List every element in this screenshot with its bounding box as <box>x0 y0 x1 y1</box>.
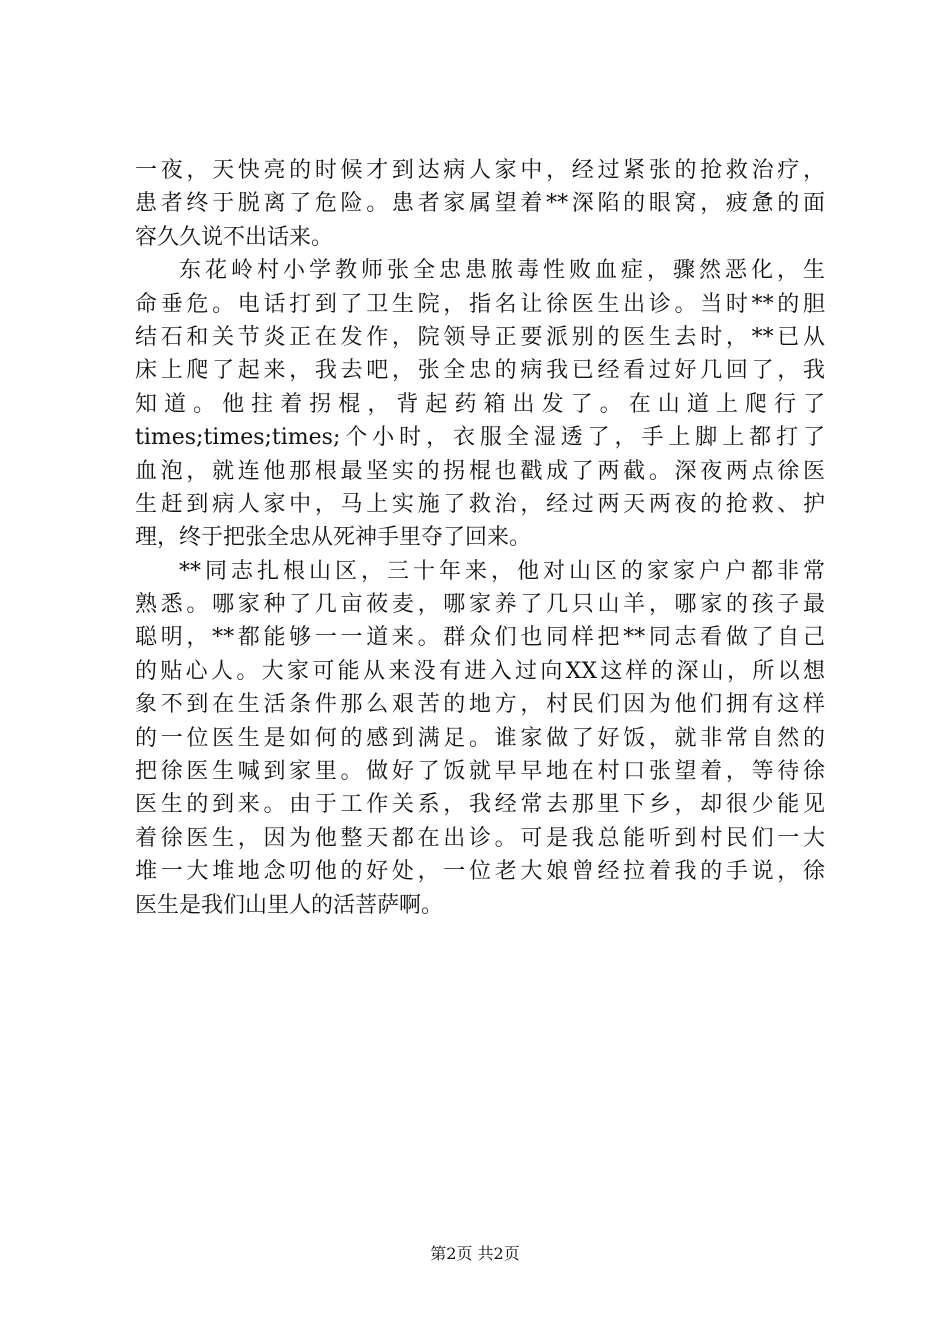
text-line: 血泡，就连他那根最坚实的拐棍也戳成了两截。深夜两点徐医 <box>135 458 825 484</box>
text-line: 的一位医生是如何的感到满足。谁家做了好饭，就非常自然的 <box>135 725 825 751</box>
text-line: 熟悉。哪家种了几亩莜麦，哪家养了几只山羊，哪家的孩子最 <box>135 592 825 618</box>
text-line: 医生是我们山里人的活菩萨啊。 <box>135 892 444 918</box>
page-footer <box>0 1244 950 1264</box>
text-line: 的贴心人。大家可能从来没有进入过向XX这样的深山，所以想 <box>135 658 825 684</box>
text-line: 结石和关节炎正在发作，院领导正要派别的医生去时，**已从 <box>135 324 825 350</box>
text-line: 聪明，**都能够一一道来。群众们也同样把**同志看做了自己 <box>135 625 825 651</box>
text-line: 象不到在生活条件那么艰苦的地方，村民们因为他们拥有这样 <box>135 692 825 718</box>
text-line: 命垂危。电话打到了卫生院，指名让徐医生出诊。当时**的胆 <box>135 291 825 317</box>
text-line: times;times;times;个小时，衣服全湿透了，手上脚上都打了 <box>135 425 825 451</box>
text-line: 堆一大堆地念叨他的好处，一位老大娘曾经拉着我的手说，徐 <box>135 859 825 885</box>
text-line: 知道。他拄着拐棍，背起药箱出发了。在山道上爬行了 <box>135 391 825 417</box>
body-text <box>135 154 825 922</box>
text-line: 着徐医生，因为他整天都在出诊。可是我总能听到村民们一大 <box>135 825 825 851</box>
text-line: 医生的到来。由于工作关系，我经常去那里下乡，却很少能见 <box>135 792 825 818</box>
text-line: **同志扎根山区，三十年来，他对山区的家家户户都非常 <box>179 558 825 584</box>
text-line: 生赶到病人家中，马上实施了救治，经过两天两夜的抢救、护 <box>135 491 825 517</box>
text-line: 理，终于把张全忠从死神手里夺了回来。 <box>135 525 532 551</box>
text-line: 东花岭村小学教师张全忠患脓毒性败血症，骤然恶化，生 <box>179 258 825 284</box>
text-line: 患者终于脱离了危险。患者家属望着**深陷的眼窝，疲惫的面 <box>135 191 825 217</box>
text-line: 床上爬了起来，我去吧，张全忠的病我已经看过好几回了，我 <box>135 358 825 384</box>
text-line: 把徐医生喊到家里。做好了饭就早早地在村口张望着，等待徐 <box>135 759 825 785</box>
text-line: 容久久说不出话来。 <box>135 224 334 250</box>
page-number-label: 第2页 共2页 <box>430 1244 520 1263</box>
text-line: 一夜，天快亮的时候才到达病人家中，经过紧张的抢救治疗， <box>135 158 825 183</box>
